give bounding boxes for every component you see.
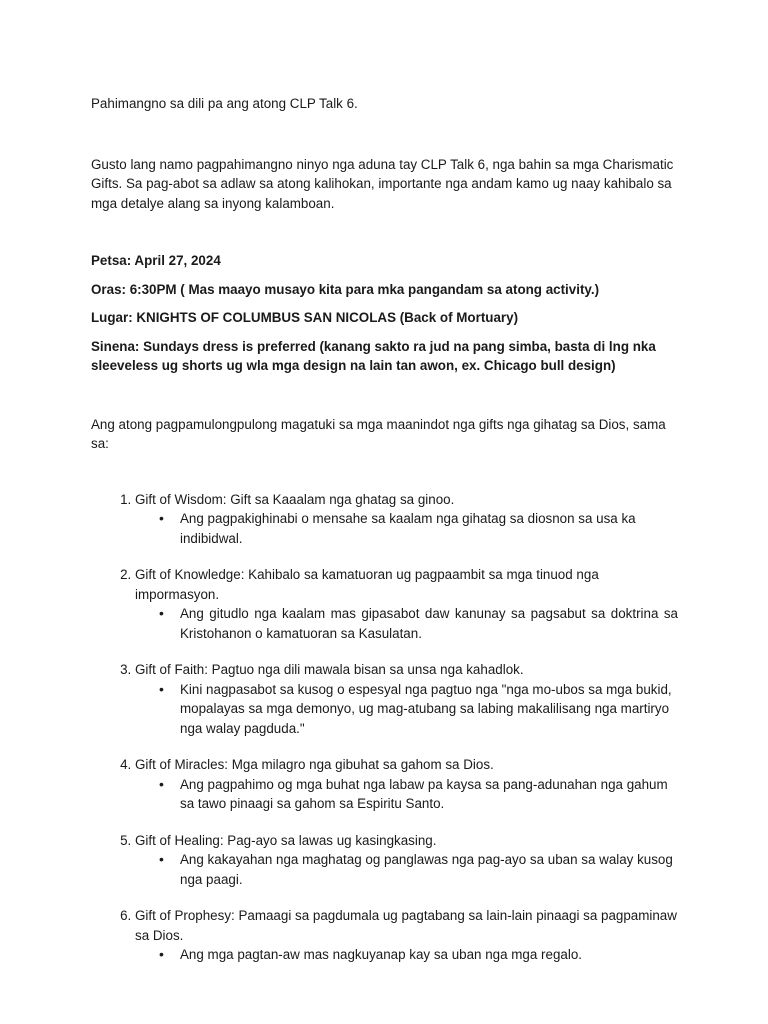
event-time: Oras: 6:30PM ( Mas maayo musayo kita para mka pangandam sa atong activity.)	[91, 281, 600, 297]
event-venue: Lugar: KNIGHTS OF COLUMBUS SAN NICOLAS (Back of Mortuary)	[91, 310, 519, 325]
greeting-line: Pahimangno sa dili pa ang atong CLP Talk 6.	[91, 96, 358, 111]
gift-title: Gift of Prophesy: Pamaagi sa pagdumala ug pagtabang sa lain-lain pinaagi sa pagpaminaw sa Dios.	[135, 908, 677, 943]
gift-item-wisdom	[135, 490, 678, 549]
gift-item-healing	[135, 831, 678, 890]
gift-detail-list	[135, 604, 678, 643]
gift-item-knowledge	[135, 565, 678, 643]
gift-item-faith	[135, 660, 678, 738]
gifts-list	[91, 490, 678, 965]
gifts-lead: Ang atong pagpamulongpulong magatuki sa mga maanindot nga gifts nga gihatag sa Dios, sama sa:	[91, 416, 666, 451]
gift-detail: • Ang kakayahan nga maghatag og panglawas nga pag-ayo sa uban sa walay kusog nga paagi.	[180, 850, 678, 889]
gift-detail: • Ang pagpakighinabi o mensahe sa kaalam nga gihatag sa diosnon sa usa ka indibidwal.	[180, 509, 678, 548]
intro-paragraph: Gusto lang namo pagpahimangno ninyo nga aduna tay CLP Talk 6, nga bahin sa mga Charismatic Gifts. Sa pag-abot sa adlaw sa atong kalihokan, importante nga andam kamo ug naay kahibalo sa mga detalye alang sa inyong kalamboan.	[91, 156, 674, 211]
gift-detail-list	[135, 775, 678, 814]
gift-item-miracles	[135, 755, 678, 814]
gift-detail: • Ang pagpahimo og mga buhat nga labaw pa kaysa sa pang-adunahan nga gahum sa tawo pinaagi sa gahom sa Espiritu Santo.	[180, 775, 678, 814]
gift-detail-list	[135, 945, 678, 965]
gift-title: Gift of Faith: Pagtuo nga dili mawala bisan sa unsa nga kahadlok.	[135, 662, 524, 677]
gift-title: Gift of Wisdom: Gift sa Kaaalam nga ghatag sa ginoo.	[135, 491, 455, 507]
gift-detail: • Kini nagpasabot sa kusog o espesyal nga pagtuo nga "nga mo-ubos sa mga bukid, mopalayas sa mga demonyo, ug mag-atubang sa labing makalilisang nga martiryo nga walay pagduda."	[180, 680, 678, 739]
gift-detail: • Ang mga pagtan-aw mas nagkuyanap kay sa uban nga mga regalo.	[180, 945, 678, 965]
gift-detail: • Ang gitudlo nga kaalam mas gipasabot daw kanunay sa pagsabut sa doktrina sa Kristohanon o kamatuoran sa Kasulatan.	[180, 604, 678, 643]
gift-detail-list	[135, 509, 678, 548]
gift-item-prophesy	[135, 906, 678, 965]
gift-detail-list	[135, 680, 678, 739]
event-date: Petsa: April 27, 2024	[91, 253, 221, 268]
gift-title: Gift of Miracles: Mga milagro nga gibuhat sa gahom sa Dios.	[135, 757, 494, 772]
gift-detail-list	[135, 850, 678, 889]
gift-title: Gift of Healing: Pag-ayo sa lawas ug kasingkasing.	[135, 832, 437, 848]
gift-title: Gift of Knowledge: Kahibalo sa kamatuoran ug pagpaambit sa mga tinuod nga impormasyon.	[135, 567, 599, 602]
event-attire: Sinena: Sundays dress is preferred (kanang sakto ra jud na pang simba, basta di lng nka sleeveless ug shorts ug wla mga design na lain tan awon, ex. Chicago bull design)	[91, 338, 656, 373]
